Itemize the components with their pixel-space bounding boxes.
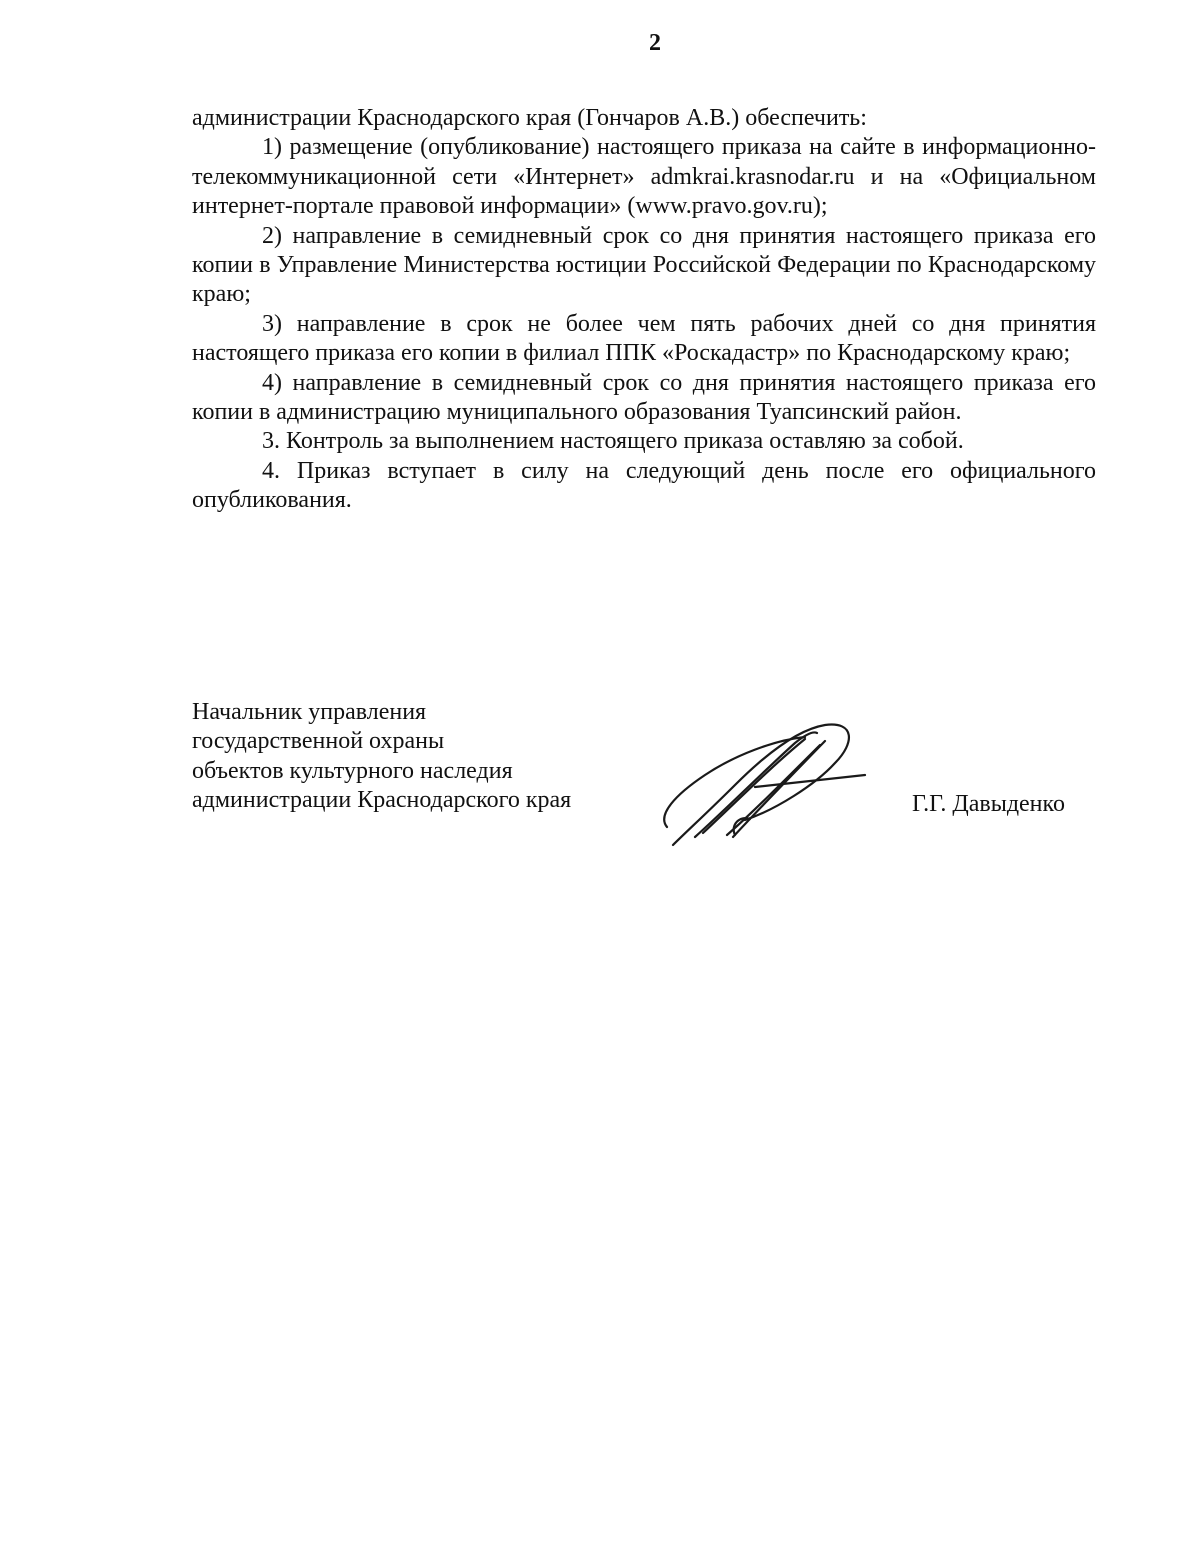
document-body xyxy=(192,104,1096,516)
page-number: 2 xyxy=(649,30,661,56)
paragraph-item-4: 4) направление в семидневный срок со дня принятия настоящего приказа его копии в администрацию муниципального образования Туапсинский район. xyxy=(192,369,1096,426)
paragraph-continuation: администрации Краснодарского края (Гончаров А.В.) обеспечить: xyxy=(192,105,867,131)
paragraph-clause-3: 3. Контроль за выполнением настоящего приказа оставляю за собой. xyxy=(262,428,964,455)
signer-position-line: администрации Краснодарского края xyxy=(192,787,572,814)
handwritten-signature xyxy=(655,715,870,855)
signer-position-line: объектов культурного наследия xyxy=(192,757,513,784)
signer-position-line: Начальник управления xyxy=(192,699,427,725)
signer-position xyxy=(192,698,692,816)
paragraph-item-1: 1) размещение (опубликование) настоящего приказа на сайте в информационно-телекоммуникационной сети «Интернет» admkrai.krasnodar.ru и на «Официальном интернет-портале правовой информации» (www.pravo.gov.ru); xyxy=(192,134,1096,220)
paragraph-item-2: 2) направление в семидневный срок со дня принятия настоящего приказа его копии в Управление Министерства юстиции Российской Федерации по Краснодарскому краю; xyxy=(192,222,1096,308)
signer-name: Г.Г. Давыденко xyxy=(912,791,1065,817)
paragraph-item-3: 3) направление в срок не более чем пять рабочих дней со дня принятия настоящего приказа его копии в филиал ППК «Роскадастр» по Краснодарскому краю; xyxy=(192,310,1096,367)
paragraph-clause-4: 4. Приказ вступает в силу на следующий день после его официального опубликования. xyxy=(192,457,1096,514)
signer-position-line: государственной охраны xyxy=(192,728,445,755)
